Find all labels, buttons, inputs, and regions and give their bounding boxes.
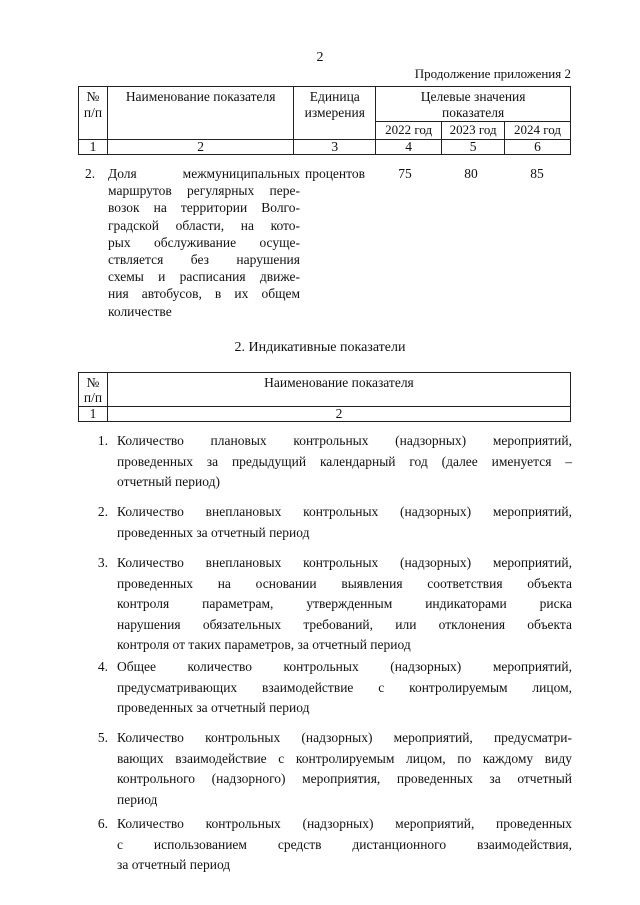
appendix-continuation-note: Продолжение приложения 2 (414, 66, 571, 81)
indicator-item (80, 431, 572, 493)
col-number: 4 (376, 140, 442, 155)
indicator-name-line: рых обслуживание осуще- (108, 234, 300, 250)
indicator-item (80, 657, 572, 719)
item-line: с использованием средств дистанционного взаимодействия, (117, 836, 572, 852)
indicator-name-line: ния автобусов, в их общем (108, 286, 300, 302)
header-year-2023: 2023 год (442, 122, 505, 140)
item-line: проведенных за предыдущий календарный год (далее именуется – (117, 453, 572, 469)
item-line: Количество контрольных (надзорных) мероприятий, предусматри- (117, 730, 572, 745)
header-name: Наименование показателя (107, 373, 570, 407)
item-line: Количество внеплановых контрольных (надзорных) мероприятий, (117, 555, 572, 570)
item-line: нарушения обязательных требований, или отклонения объекта (117, 616, 572, 632)
indicator-name-line: градской области, на кото- (108, 217, 300, 233)
item-line: контрольного (надзорного) мероприятия, проведенных за отчетный (117, 771, 572, 786)
indicator-item (80, 502, 572, 544)
target-value-2024: 85 (530, 166, 544, 181)
indicator-item (80, 553, 572, 657)
unit-value: процентов (304, 166, 365, 181)
page-number: 2 (316, 50, 324, 65)
item-number: 4. (97, 659, 108, 674)
item-line: Количество внеплановых контрольных (надзорных) мероприятий, (117, 504, 572, 519)
item-line: отчетный период) (117, 474, 220, 489)
item-line: контроля параметрам, утвержденным индикаторами риска (117, 596, 572, 611)
target-value-2023: 80 (464, 166, 478, 181)
item-number: 6. (97, 816, 108, 831)
item-line: контроля от таких параметров, за отчетный период (117, 637, 411, 652)
item-line: вающих взаимодействие с контролируемым лицом, по каждому виду (117, 750, 572, 766)
target-value-2022: 75 (398, 166, 412, 181)
indicator-name-line: маршрутов регулярных пере- (108, 183, 300, 199)
indicator-name-line: ствляется без нарушения (108, 252, 300, 268)
row-number: 2. (85, 166, 96, 181)
header-name: Наименование показателя (107, 87, 293, 140)
header-year-2022: 2022 год (376, 122, 442, 140)
item-line: за отчетный период (117, 857, 231, 872)
col-number: 2 (107, 407, 570, 422)
indicator-name-line: количестве (108, 303, 172, 319)
header-target-values: Целевые значения показателя (376, 87, 571, 122)
header-num: № п/п (79, 87, 108, 140)
col-number: 5 (442, 140, 505, 155)
indicator-item (80, 814, 572, 876)
col-number: 1 (79, 140, 108, 155)
col-number: 1 (79, 407, 108, 422)
indicative-indicators-table-header (78, 372, 571, 422)
col-number: 6 (505, 140, 571, 155)
col-number: 2 (107, 140, 293, 155)
header-num: № п/п (79, 373, 108, 407)
item-line: проведенных на основании выявления соответствия объекта (117, 575, 572, 591)
item-number: 5. (97, 730, 108, 745)
item-line: проведенных за отчетный период (117, 524, 310, 540)
indicator-name-line: Доля межмуниципальных (108, 166, 300, 181)
item-line: предусматривающих взаимодействие с контролируемым лицом, (117, 679, 572, 695)
header-year-2024: 2024 год (505, 122, 571, 140)
item-number: 2. (97, 504, 108, 519)
target-indicators-table-header (78, 86, 571, 155)
indicator-name (108, 165, 300, 320)
item-line: период (117, 791, 158, 807)
item-line: Количество контрольных (надзорных) мероприятий, проведенных (117, 816, 572, 831)
indicator-name-line: схемы и расписания движе- (108, 269, 300, 285)
section-heading: 2. Индикативные показатели (234, 340, 406, 355)
item-number: 1. (97, 433, 108, 448)
indicator-item (80, 728, 572, 811)
indicator-name-line: возок на территории Волго- (108, 200, 300, 216)
item-line: Общее количество контрольных (надзорных) мероприятий, (117, 659, 572, 674)
header-unit: Единица измерения (294, 87, 376, 140)
item-line: проведенных за отчетный период (117, 700, 310, 715)
col-number: 3 (294, 140, 376, 155)
item-number: 3. (97, 555, 108, 570)
item-line: Количество плановых контрольных (надзорных) мероприятий, (117, 433, 572, 448)
